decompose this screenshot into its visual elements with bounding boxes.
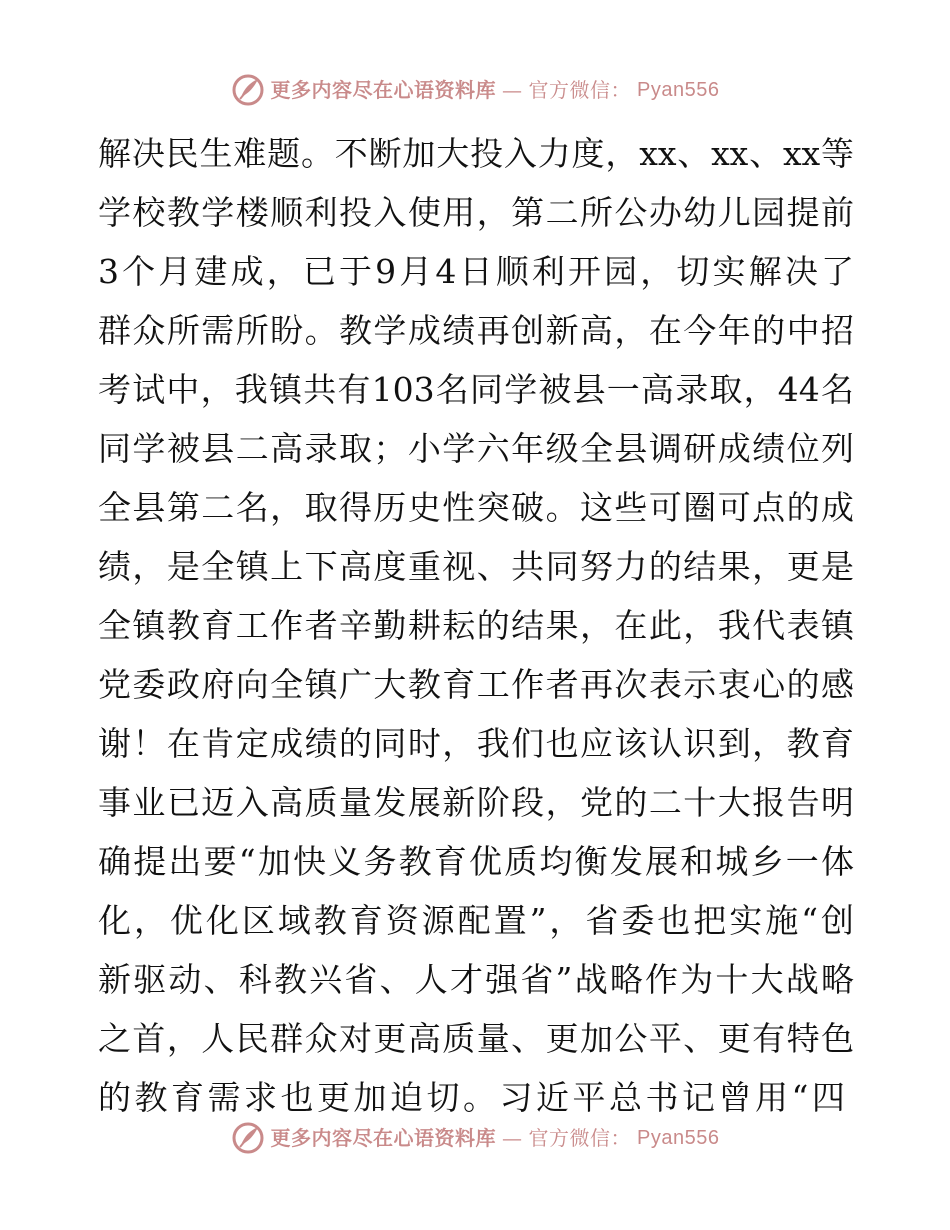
- body-line: 群众所需所盼。教学成绩再创新高，在今年的中招: [98, 311, 854, 350]
- feather-quill-icon: [231, 73, 265, 107]
- watermark-wechat-label: 官方微信：: [528, 1126, 632, 1150]
- watermark-brand: 更多内容尽在心语资料库: [270, 78, 497, 102]
- body-line: 的教育需求也更加迫切。习近平总书记曾用“四: [98, 1078, 849, 1117]
- body-line: 3个月建成，已于9月4日顺利开园，切实解决了: [98, 252, 854, 291]
- body-line: 新驱动、科教兴省、人才强省”战略作为十大战略: [98, 960, 854, 999]
- body-line: 谢！在肯定成绩的同时，我们也应该认识到，教育: [98, 724, 854, 763]
- watermark-dash: —: [502, 1126, 523, 1150]
- body-line: 确提出要“加快义务教育优质均衡发展和城乡一体: [98, 842, 854, 881]
- body-line: 全镇教育工作者辛勤耕耘的结果，在此，我代表镇: [98, 606, 854, 645]
- body-line: 绩，是全镇上下高度重视、共同努力的结果，更是: [98, 547, 854, 586]
- watermark-dash: —: [502, 78, 523, 102]
- watermark-wechat-label: 官方微信：: [528, 78, 632, 102]
- body-line: 全县第二名，取得历史性突破。这些可圈可点的成: [98, 488, 854, 527]
- footer-watermark: [0, 1118, 950, 1158]
- body-line: 学校教学楼顺利投入使用，第二所公办幼儿园提前: [98, 193, 854, 232]
- watermark-brand: 更多内容尽在心语资料库: [270, 1126, 497, 1150]
- feather-quill-icon: [231, 1121, 265, 1155]
- body-line: 事业已迈入高质量发展新阶段，党的二十大报告明: [98, 783, 854, 822]
- body-line: 解决民生难题。不断加大投入力度，xx、xx、xx等: [98, 134, 854, 173]
- body-line: 党委政府向全镇广大教育工作者再次表示衷心的感: [98, 665, 854, 704]
- watermark-wechat-id: Pyan556: [637, 79, 720, 101]
- watermark-wechat-id: Pyan556: [637, 1127, 720, 1149]
- body-line: 之首，人民群众对更高质量、更加公平、更有特色: [98, 1019, 854, 1058]
- body-line: 考试中，我镇共有103名同学被县一高录取，44名: [98, 370, 854, 409]
- body-line: 同学被县二高录取；小学六年级全县调研成绩位列: [98, 429, 854, 468]
- document-body: [98, 124, 854, 1127]
- header-watermark: [0, 70, 950, 110]
- body-line: 化，优化区域教育资源配置”，省委也把实施“创: [98, 901, 854, 940]
